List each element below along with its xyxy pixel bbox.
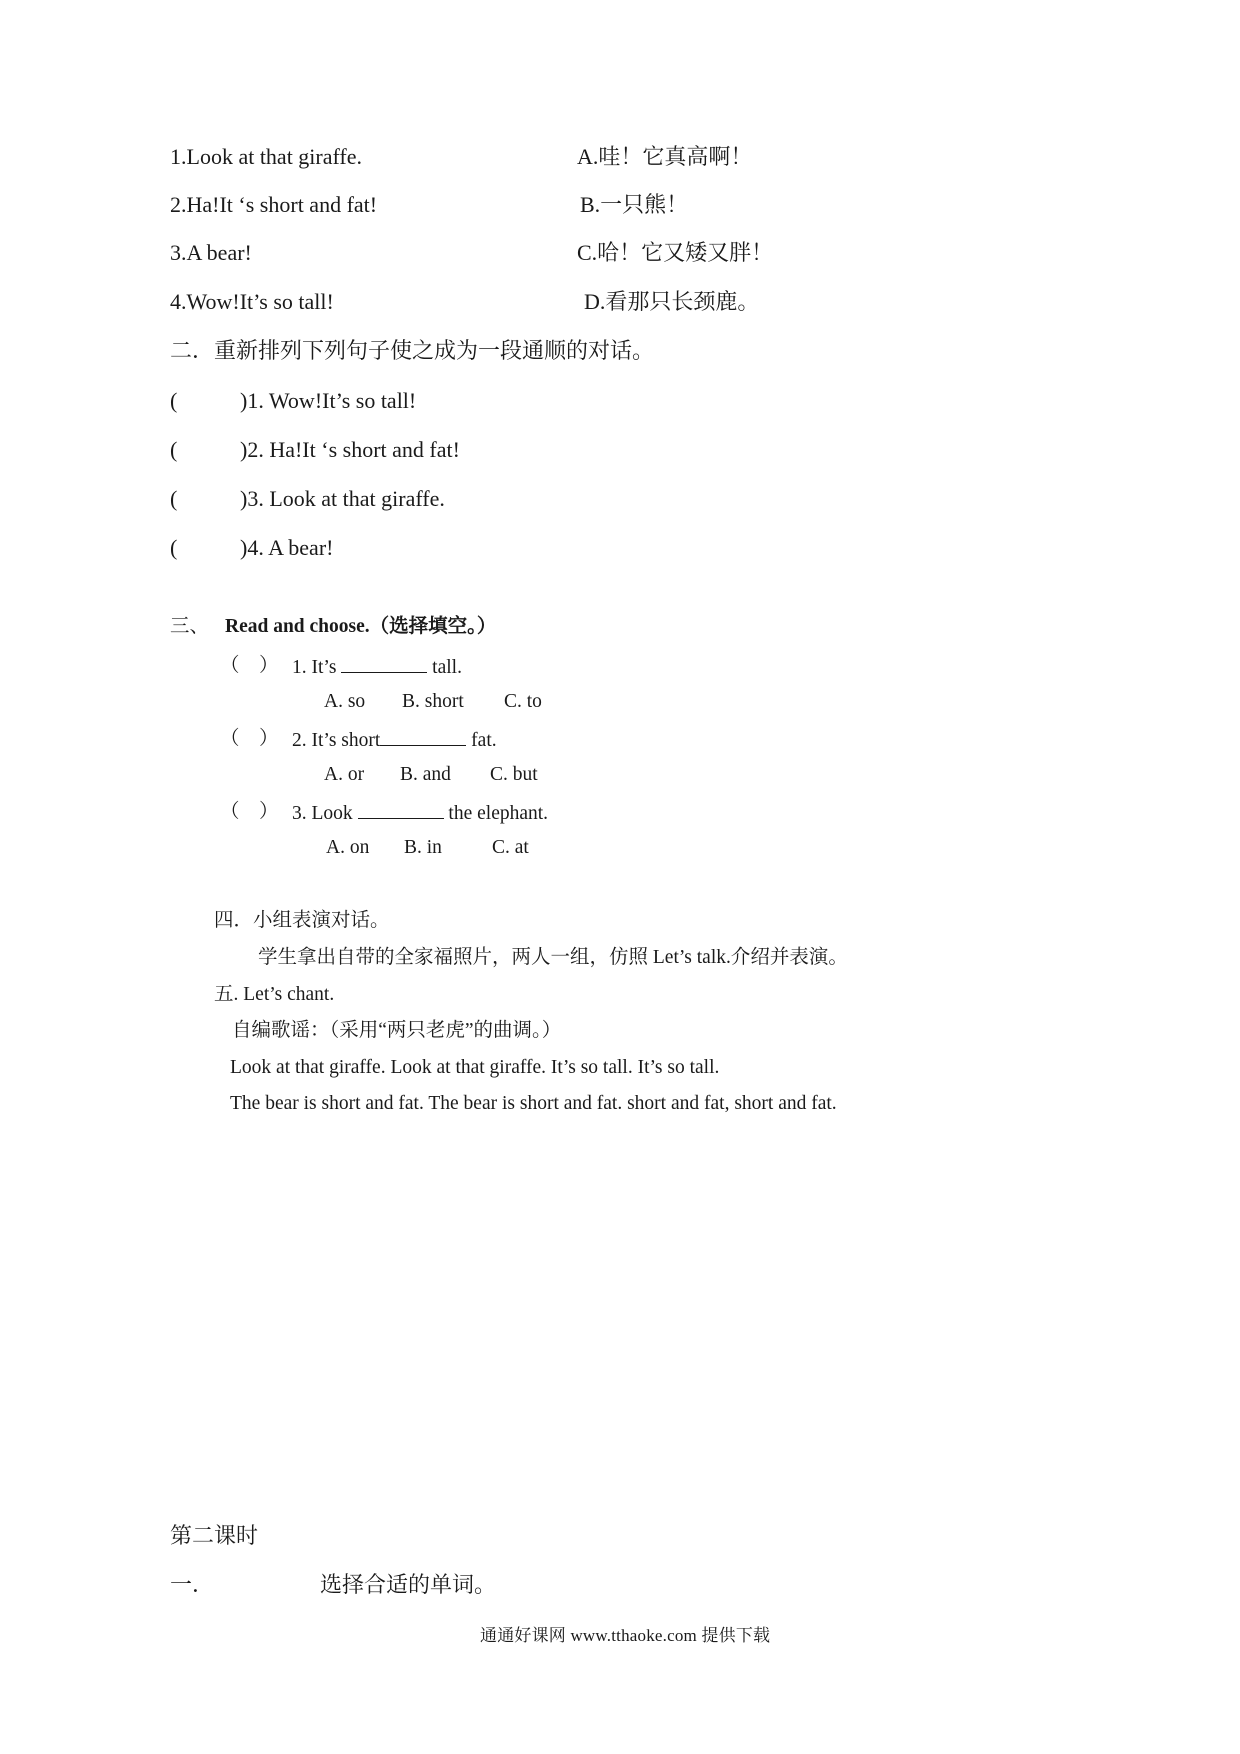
reorder-item-2: )2. Ha!It ‘s short and fat! — [240, 437, 460, 462]
question-3 — [292, 802, 548, 824]
lesson2-section-heading: 选择合适的单词。 — [320, 1572, 497, 1597]
match-right-2: B.一只熊！ — [580, 192, 689, 217]
match-left-1: 1.Look at that giraffe. — [170, 144, 363, 169]
reorder-paren-1: ( — [170, 388, 178, 413]
chant-line-1: Look at that giraffe. Look at that giraffe. It’s so tall. It’s so tall. — [230, 1057, 720, 1078]
question-paren: （ ） — [220, 801, 279, 822]
reorder-item-1: )1. Wow!It’s so tall! — [240, 388, 417, 413]
option-a: A. on — [326, 837, 370, 858]
reorder-item-3: )3. Look at that giraffe. — [240, 486, 445, 511]
option-c: C. to — [504, 691, 542, 712]
answer-blank — [341, 656, 427, 673]
option-b: B. and — [400, 764, 451, 785]
option-a: A. so — [324, 691, 366, 712]
section2-heading: 二．重新排列下列句子使之成为一段通顺的对话。 — [170, 338, 655, 363]
section5-subheading: 自编歌谣：（采用“两只老虎”的曲调。） — [232, 1020, 562, 1041]
reorder-paren-2: ( — [170, 437, 178, 462]
question-text-after: the elephant. — [448, 803, 549, 824]
question-text-before: 3. Look — [292, 803, 353, 824]
match-left-3: 3.A bear! — [170, 240, 252, 265]
question-paren: （ ） — [220, 728, 279, 749]
section5-heading: 五. Let’s chant. — [214, 984, 335, 1005]
chant-line-2: The bear is short and fat. The bear is short and fat. short and fat, short and fat. — [230, 1093, 837, 1114]
match-right-4: D.看那只长颈鹿。 — [584, 289, 760, 314]
question-text-after: fat. — [471, 730, 497, 751]
lesson2-title: 第二课时 — [170, 1523, 259, 1548]
match-right-1: A.哇！它真高啊！ — [577, 144, 753, 169]
question-2 — [292, 729, 497, 751]
section4-heading: 四．小组表演对话。 — [214, 910, 390, 931]
question-1 — [292, 656, 462, 678]
question-paren: （ ） — [220, 655, 279, 676]
match-left-4: 4.Wow!It’s so tall! — [170, 289, 334, 314]
reorder-paren-4: ( — [170, 535, 178, 560]
option-c: C. but — [490, 764, 538, 785]
reorder-paren-3: ( — [170, 486, 178, 511]
match-right-3: C.哈！它又矮又胖！ — [577, 240, 774, 265]
section3-number: 三、 — [170, 616, 210, 637]
reorder-item-4: )4. A bear! — [240, 535, 334, 560]
section4-text: 学生拿出自带的全家福照片，两人一组，仿照 Let’s talk.介绍并表演。 — [258, 947, 848, 968]
option-a: A. or — [324, 764, 365, 785]
option-b: B. in — [404, 837, 442, 858]
answer-blank — [380, 729, 466, 746]
lesson2-section-number: 一． — [170, 1572, 215, 1597]
question-text-after: tall. — [432, 657, 462, 678]
match-left-2: 2.Ha!It ‘s short and fat! — [170, 192, 378, 217]
question-text-before: 2. It’s short — [292, 730, 381, 751]
page-footer: 通通好课网 www.tthaoke.com 提供下载 — [480, 1626, 771, 1645]
option-c: C. at — [492, 837, 529, 858]
answer-blank — [358, 802, 444, 819]
option-b: B. short — [402, 691, 464, 712]
section3-heading: Read and choose.（选择填空。） — [225, 616, 497, 637]
question-text-before: 1. It’s — [292, 657, 337, 678]
